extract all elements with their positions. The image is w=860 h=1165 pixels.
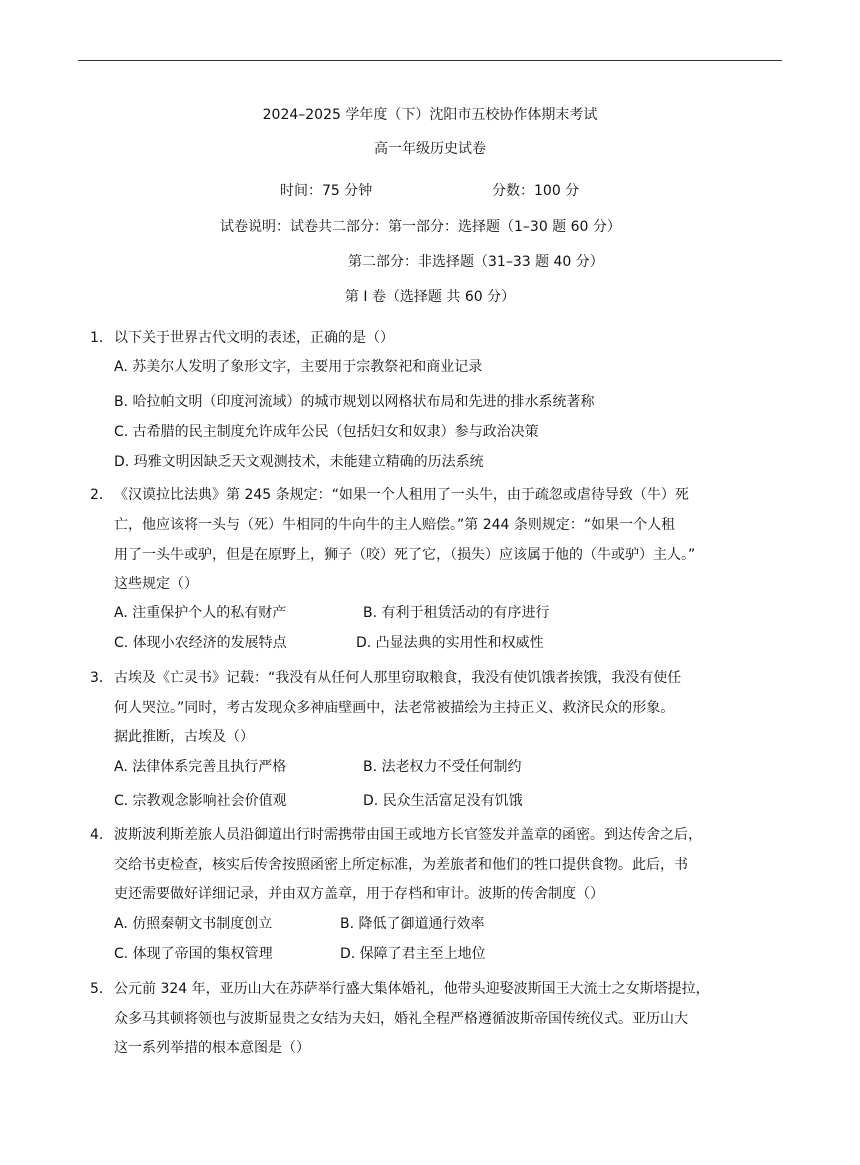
question-stem-line: 公元前 324 年，亚历山大在苏萨举行盛大集体婚礼，他带头迎娶波斯国王大流士之女斯塔提拉，: [114, 981, 710, 997]
exam-score: 分数：100 分: [492, 183, 580, 199]
question-stem-line: 波斯波利斯差旅人员沿御道出行时需携带由国王或地方长官签发并盖章的函密。到达传舍之后，: [114, 827, 702, 843]
option-a: A. 苏美尔人发明了象形文字，主要用于宗教祭祀和商业记录: [114, 359, 483, 375]
option-b: B. 有利于租赁活动的有序进行: [363, 605, 550, 621]
option-a: A. 法律体系完善且执行严格: [114, 759, 287, 775]
option-d: D. 保障了君主至上地位: [340, 946, 486, 962]
option-a: A. 仿照秦朝文书制度创立: [114, 916, 273, 932]
option-c: C. 古希腊的民主制度允许成年公民（包括妇女和奴隶）参与政治决策: [114, 424, 539, 440]
question-stem-line: 何人哭泣。”同时，考古发现众多神庙壁画中，法老常被描绘为主持正义、救济民众的形象。: [114, 700, 675, 716]
question-number: 4．: [90, 827, 113, 843]
option-b: B. 哈拉帕文明（印度河流域）的城市规划以网格状布局和先进的排水系统著称: [114, 394, 595, 410]
option-c: C. 体现了帝国的集权管理: [114, 946, 273, 962]
option-c: C. 体现小农经济的发展特点: [114, 635, 287, 651]
exam-instructions: 试卷说明：试卷共二部分：第一部分：选择题（1–30 题 60 分）: [220, 219, 621, 235]
question-stem-line: 用了一头牛或驴，但是在原野上，狮子（咬）死了它，（损失）应该属于他的（牛或驴）主人。”: [114, 547, 696, 563]
question-stem: 以下关于世界古代文明的表述，正确的是（）: [114, 330, 394, 346]
option-d: D. 民众生活富足没有饥饿: [363, 793, 523, 809]
question-stem-line: 交给书吏检查，核实后传舍按照函密上所定标准，为差旅者和他们的牲口提供食物。此后，书: [114, 857, 688, 873]
question-stem-line: 这一系列举措的根本意图是（）: [114, 1040, 310, 1056]
question-number: 1．: [90, 330, 113, 346]
header-rule: [78, 60, 782, 61]
question-stem-line: 吏还需要做好详细记录，并由双方盖章，用于存档和审计。波斯的传舍制度（）: [114, 886, 604, 902]
section-title: 第 I 卷（选择题 共 60 分）: [344, 289, 516, 305]
option-b: B. 降低了御道通行效率: [340, 916, 485, 932]
question-number: 3．: [90, 670, 113, 686]
option-d: D. 玛雅文明因缺乏天文观测技术，未能建立精确的历法系统: [114, 454, 484, 470]
exam-time: 时间：75 分钟: [280, 183, 373, 199]
question-stem-line: 这些规定（）: [114, 576, 198, 592]
option-c: C. 宗教观念影响社会价值观: [114, 793, 287, 809]
option-b: B. 法老权力不受任何制约: [363, 759, 522, 775]
question-stem-line: 《汉谟拉比法典》第 245 条规定：“如果一个人租用了一头牛，由于疏忽或虐待导致（牛）死: [114, 487, 689, 503]
option-d: D. 凸显法典的实用性和权威性: [356, 635, 544, 651]
exam-instructions-part2: 第二部分：非选择题（31–33 题 40 分）: [348, 254, 604, 270]
question-stem-line: 古埃及《亡灵书》记载：“我没有从任何人那里窃取粮食，我没有使饥饿者挨饿，我没有使任: [114, 670, 682, 686]
question-stem-line: 亡，他应该将一头与（死）牛相同的牛向牛的主人赔偿。”第 244 条则规定：“如果一个人租: [114, 517, 676, 533]
question-stem-line: 众多马其顿将领也与波斯显贵之女结为夫妇，婚礼全程严格遵循波斯帝国传统仪式。亚历山大: [114, 1011, 688, 1027]
question-stem-line: 据此推断，古埃及（）: [114, 729, 254, 745]
question-number: 5．: [90, 981, 113, 997]
exam-subtitle: 高一年级历史试卷: [374, 141, 486, 157]
option-a: A. 注重保护个人的私有财产: [114, 605, 287, 621]
question-number: 2．: [90, 487, 113, 503]
exam-title: 2024–2025 学年度（下）沈阳市五校协作体期末考试: [262, 107, 598, 123]
